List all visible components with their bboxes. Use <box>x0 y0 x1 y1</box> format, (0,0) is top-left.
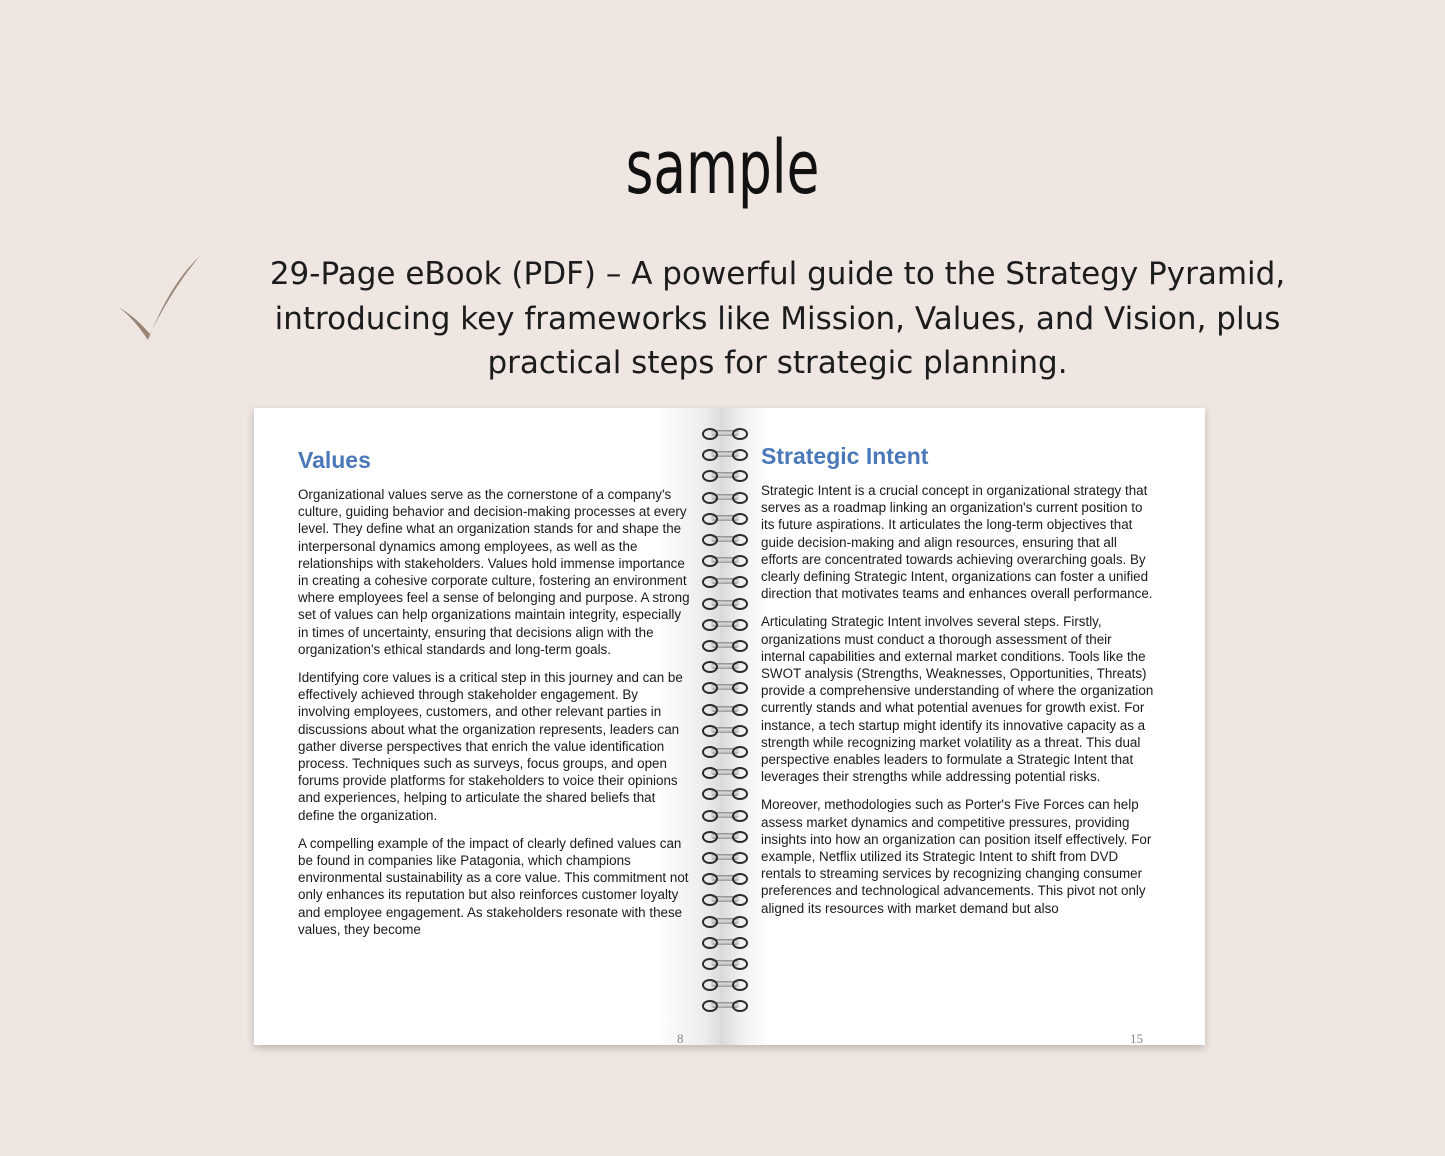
spiral-ring <box>702 937 750 947</box>
checkmark-icon <box>110 248 206 348</box>
spiral-ring <box>702 746 750 756</box>
spiral-ring <box>702 1000 750 1010</box>
section-heading: Strategic Intent <box>761 443 929 469</box>
spiral-ring <box>702 428 750 438</box>
page-number: 8 <box>677 1031 684 1045</box>
spiral-ring <box>702 704 750 714</box>
ebook-spread <box>254 408 1205 1045</box>
spiral-ring <box>702 767 750 777</box>
paragraph: Identifying core values is a critical step in this journey and can be effectively achieved through stakeholder engagement. By involving employees, customers, and other relevant parties in discussions about what the organization represents, leaders can gather diverse perspectives that enrich the value identification process. Techniques such as surveys, focus groups, and open forums provide platforms for stakeholders to voice their opinions and experiences, helping to articulate the shared beliefs that define the organization. <box>298 670 683 823</box>
section-heading: Values <box>298 447 371 473</box>
product-description: 29-Page eBook (PDF) – A powerful guide to the Strategy Pyramid, introducing key frameworks like Mission, Values, and Vision, plus practical steps for strategic planning. <box>269 256 1286 381</box>
paragraph: A compelling example of the impact of clearly defined values can be found in companies like Patagonia, which champions environmental sustainability as a core value. This commitment not only enhances its reputation but also reinforces customer loyalty and employee engagement. As stakeholders resonate with these values, they become <box>298 835 689 937</box>
paragraph: Strategic Intent is a crucial concept in organizational strategy that serves as a roadmap linking an organization's current position to its future aspirations. It articulates the long-term objectives that guide decision-making and align resources, ensuring that all efforts are concentrated towards achieving overarching goals. By clearly defining Strategic Intent, organizations can foster a unified direction that motivates teams and enhances overall performance. <box>761 483 1153 602</box>
spiral-ring <box>702 916 750 926</box>
spiral-ring <box>702 788 750 798</box>
spiral-ring <box>702 598 750 608</box>
spiral-ring <box>702 492 750 502</box>
spiral-ring <box>702 725 750 735</box>
left-page <box>254 408 722 1045</box>
spiral-ring <box>702 661 750 671</box>
spiral-ring <box>702 831 750 841</box>
spiral-ring <box>702 852 750 862</box>
spiral-ring <box>702 979 750 989</box>
spiral-ring <box>702 470 750 480</box>
spiral-ring <box>702 958 750 968</box>
spiral-ring <box>702 873 750 883</box>
page-number: 15 <box>1130 1031 1143 1045</box>
spiral-ring <box>702 449 750 459</box>
right-page <box>720 408 1205 1045</box>
spiral-binding <box>702 428 754 1028</box>
spiral-ring <box>702 682 750 692</box>
spiral-ring <box>702 640 750 650</box>
paragraph: Moreover, methodologies such as Porter's Five Forces can help assess market dynamics and competitive pressures, providing insights into how an organization can position itself effectively. For example, Netflix utilized its Strategic Intent to shift from DVD rentals to streaming services by recognizing changing consumer preferences and technological advancements. This pivot not only aligned its resources with market demand but also <box>761 797 1152 916</box>
paragraph: Organizational values serve as the cornerstone of a company's culture, guiding behavior and decision-making processes at every level. They define what an organization stands for and shape the interpersonal dynamics among employees, as well as the relationships with stakeholders. Values hold immense importance in creating a cohesive corporate culture, fostering an environment where employees feel a sense of belonging and purpose. A strong set of values can help organizations maintain integrity, especially in times of uncertainty, ensuring that decisions align with the organization's ethical standards and long-term goals. <box>298 487 690 657</box>
spiral-ring <box>702 810 750 820</box>
spiral-ring <box>702 513 750 523</box>
paragraph: Articulating Strategic Intent involves several steps. Firstly, organizations must conduct a thorough assessment of their internal capabilities and external market conditions. Tools like the SWOT analysis (Strengths, Weaknesses, Opportunities, Threats) provide a comprehensive understanding of where the organization currently stands and what potential avenues for growth exist. For instance, a tech startup might identify its innovative capacity as a strength while recognizing market volatility as a threat. This dual perspective enables leaders to formulate a Strategic Intent that leverages their strengths while addressing potential risks. <box>761 614 1154 785</box>
spiral-ring <box>702 619 750 629</box>
spiral-ring <box>702 894 750 904</box>
spiral-ring <box>702 555 750 565</box>
spiral-ring <box>702 534 750 544</box>
page-title: sample <box>625 125 820 211</box>
spiral-ring <box>702 576 750 586</box>
